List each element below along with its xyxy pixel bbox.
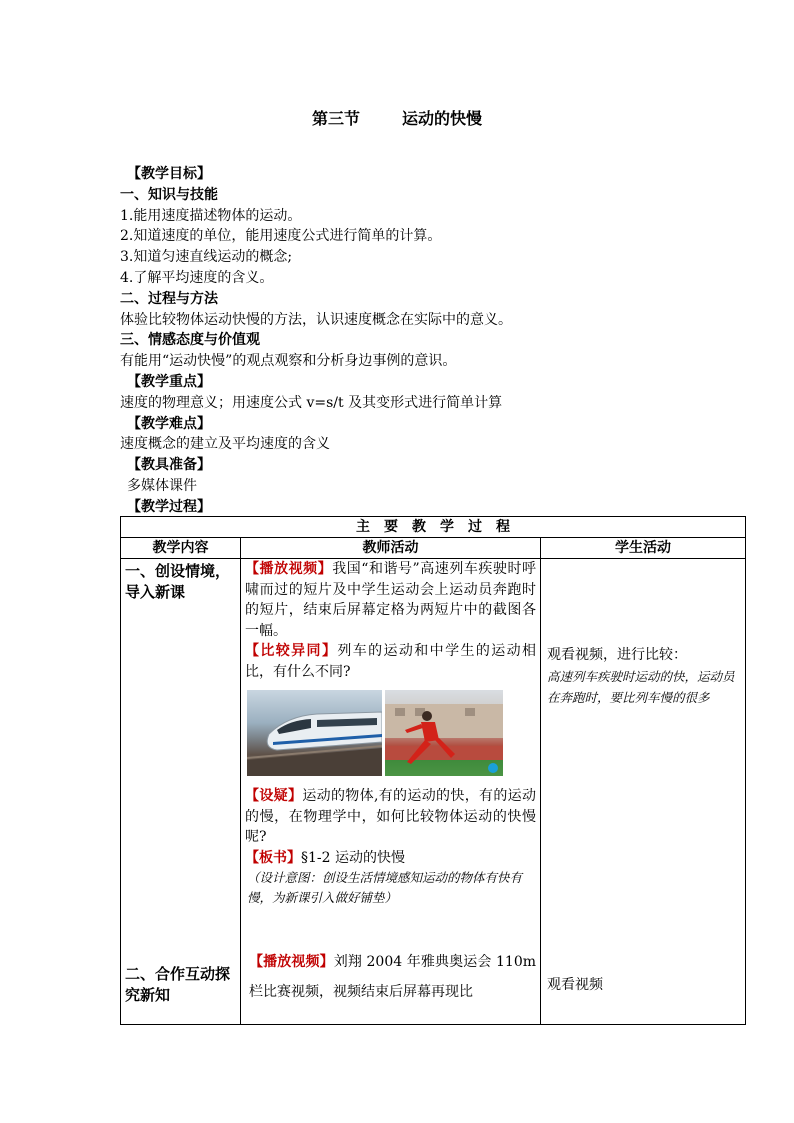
col-header-teacher: 教师活动 xyxy=(241,538,541,559)
tag-play-video-2: 【播放视频】 xyxy=(249,954,334,970)
section-heading: 【教学目标】 xyxy=(127,166,211,182)
section-heading: 【教学难点】 xyxy=(127,415,211,432)
section-1-label: 一、创设情境，导入新课 xyxy=(125,562,231,601)
teacher-para-4: 【板书】§1-2 运动的快慢 xyxy=(245,849,405,866)
runner-image xyxy=(385,690,503,776)
tag-board: 【板书】 xyxy=(245,849,301,866)
train-image xyxy=(247,690,382,776)
teaching-process-table xyxy=(120,516,746,1025)
student-cell xyxy=(541,559,746,1025)
design-intent-note: （设计意图：创设生活情境感知运动的物体有快有慢，为新课引入做好铺垫） xyxy=(247,870,523,905)
tag-compare: 【比较异同】 xyxy=(245,643,338,659)
col-header-content: 教学内容 xyxy=(121,538,241,559)
section-heading: 【教学过程】 xyxy=(127,498,211,515)
lesson-plan-body xyxy=(120,164,680,518)
screenshot-images xyxy=(247,690,536,776)
body-line: 多媒体课件 xyxy=(127,477,197,494)
student-handwritten-answer: 高速列车疾驶时运动的快，运动员在奔跑时，要比列车慢的很多 xyxy=(547,669,735,705)
body-line: 4.了解平均速度的含义。 xyxy=(120,269,274,286)
section-number: 第三节 xyxy=(311,109,360,128)
body-line: 体验比较物体运动快慢的方法，认识速度概念在实际中的意义。 xyxy=(120,311,512,328)
section-heading: 一、知识与技能 xyxy=(120,186,218,203)
body-line: 速度概念的建立及平均速度的含义 xyxy=(120,436,330,453)
teacher-para-1: 【播放视频】我国“和谐号”高速列车疾驶时呼啸而过的短片及中学生运动会上运动员奔跑时的短片，结束后屏幕定格为两短片中的截图各一幅。 xyxy=(245,561,536,639)
section-heading: 【教具准备】 xyxy=(127,457,211,474)
tag-play-video: 【播放视频】 xyxy=(245,561,333,577)
section-heading: 二、过程与方法 xyxy=(120,290,218,307)
body-line: 速度的物理意义；用速度公式 v=s/t 及其变形式进行简单计算 xyxy=(120,394,503,411)
col-header-student: 学生活动 xyxy=(541,538,746,559)
section-name: 运动的快慢 xyxy=(402,109,483,128)
table-caption: 主 要 教 学 过 程 xyxy=(121,517,746,538)
body-line: 有能用“运动快慢”的观点观察和分析身边事例的意识。 xyxy=(120,353,457,370)
teacher-para-3: 【设疑】运动的物体,有的运动的快，有的运动的慢，在物理学中，如何比较物体运动的快慢呢? xyxy=(245,788,536,845)
section-2-label: 二、合作互动探究新知 xyxy=(125,965,231,1004)
student-activity-2: 观看视频 xyxy=(547,977,603,993)
section-heading: 【教学重点】 xyxy=(127,373,211,390)
section-heading: 三、情感态度与价值观 xyxy=(120,332,260,349)
body-line: 1.能用速度描述物体的运动。 xyxy=(120,207,302,224)
teacher-cell xyxy=(241,559,541,1025)
tag-question: 【设疑】 xyxy=(245,788,303,804)
content-cell xyxy=(121,559,241,1025)
teacher-para-5: 【播放视频】刘翔 2004 年雅典奥运会 110m 栏比赛视频，视频结束后屏幕再现比 xyxy=(249,954,536,1000)
student-activity-1: 观看视频，进行比较： 高速列车疾驶时运动的快，运动员在奔跑时，要比列车慢的很多 xyxy=(547,645,745,708)
body-line: 2.知道速度的单位，能用速度公式进行简单的计算。 xyxy=(120,228,442,245)
page-title xyxy=(0,106,794,129)
teacher-para-2: 【比较异同】列车的运动和中学生的运动相比，有什么不同? xyxy=(245,643,537,680)
body-line: 3.知道匀速直线运动的概念; xyxy=(120,249,293,266)
